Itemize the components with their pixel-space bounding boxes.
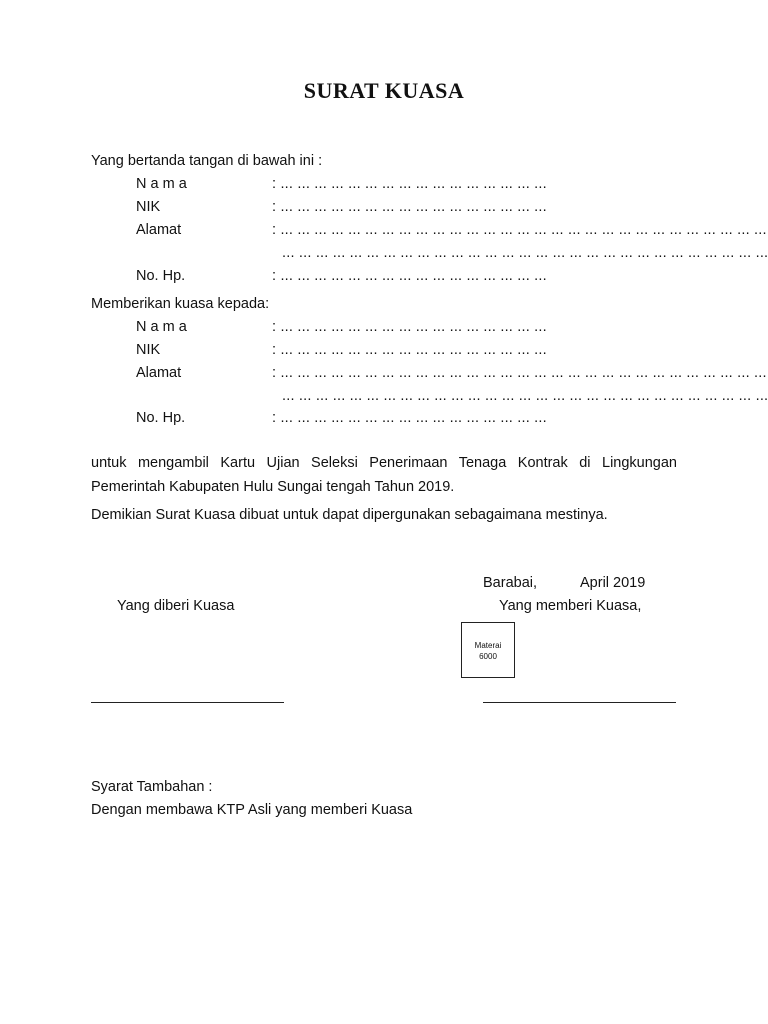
grantor-phone-value: : ... ... ... ... ... ... ... ... ... ... ... ... ... ... ... ... [272,268,547,284]
requirements-text: Dengan membawa KTP Asli yang memberi Kuasa [91,802,413,818]
grantee-address-label: Alamat [136,365,182,381]
grantor-name-label: N a m a [136,176,187,192]
grantee-intro: Memberikan kuasa kepada: [91,296,270,312]
giver-label: Yang memberi Kuasa, [499,598,642,614]
grantor-address-value-2: ... ... ... ... ... ... ... ... ... ... ... ... ... ... ... ... ... ... ... ... ... ... ... ... ... ... ... ... ... [282,245,768,261]
grantor-nik-value: : ... ... ... ... ... ... ... ... ... ... ... ... ... ... ... ... [272,199,547,215]
stamp-box [461,622,515,678]
place-text: Barabai, [483,575,538,591]
closing-paragraph: Demikian Surat Kuasa dibuat untuk dapat dipergunakan sebagaimana mestinya. [91,507,608,523]
grantor-phone-label: No. Hp. [136,268,186,284]
recipient-signature-line [91,702,284,703]
grantee-phone-value: : ... ... ... ... ... ... ... ... ... ... ... ... ... ... ... ... [272,410,547,426]
purpose-paragraph: untuk mengambil Kartu Ujian Seleksi Penerimaan Tenaga Kontrak di Lingkungan Pemerintah Kabupaten Hulu Sungai tengah Tahun 2019. [91,455,677,495]
stamp-label: Materai [474,641,502,650]
stamp-amount: 6000 [479,652,497,661]
date-text: April 2019 [580,575,646,591]
grantee-phone-label: No. Hp. [136,410,186,426]
document-title: SURAT KUASA [303,78,465,103]
grantor-intro: Yang bertanda tangan di bawah ini : [91,153,323,169]
grantor-address-label: Alamat [136,222,182,238]
grantor-nik-label: NIK [136,199,161,215]
grantee-nik-label: NIK [136,342,161,358]
grantee-address-value-2: ... ... ... ... ... ... ... ... ... ... ... ... ... ... ... ... ... ... ... ... ... ... ... ... ... ... ... ... ... [282,388,768,404]
requirements-title: Syarat Tambahan : [91,779,213,795]
grantor-name-value: : ... ... ... ... ... ... ... ... ... ... ... ... ... ... ... ... [272,176,547,192]
grantee-nik-value: : ... ... ... ... ... ... ... ... ... ... ... ... ... ... ... ... [272,342,547,358]
grantee-name-label: N a m a [136,319,187,335]
recipient-label: Yang diberi Kuasa [117,598,235,614]
giver-signature-line [483,702,676,703]
grantee-name-value: : ... ... ... ... ... ... ... ... ... ... ... ... ... ... ... ... [272,319,547,335]
grantee-address-value: : ... ... ... ... ... ... ... ... ... ... ... ... ... ... ... ... ... ... ... ... ... ... ... ... ... ... ... ... ... [272,365,767,381]
grantor-address-value: : ... ... ... ... ... ... ... ... ... ... ... ... ... ... ... ... ... ... ... ... ... ... ... ... ... ... ... ... ... [272,222,767,238]
